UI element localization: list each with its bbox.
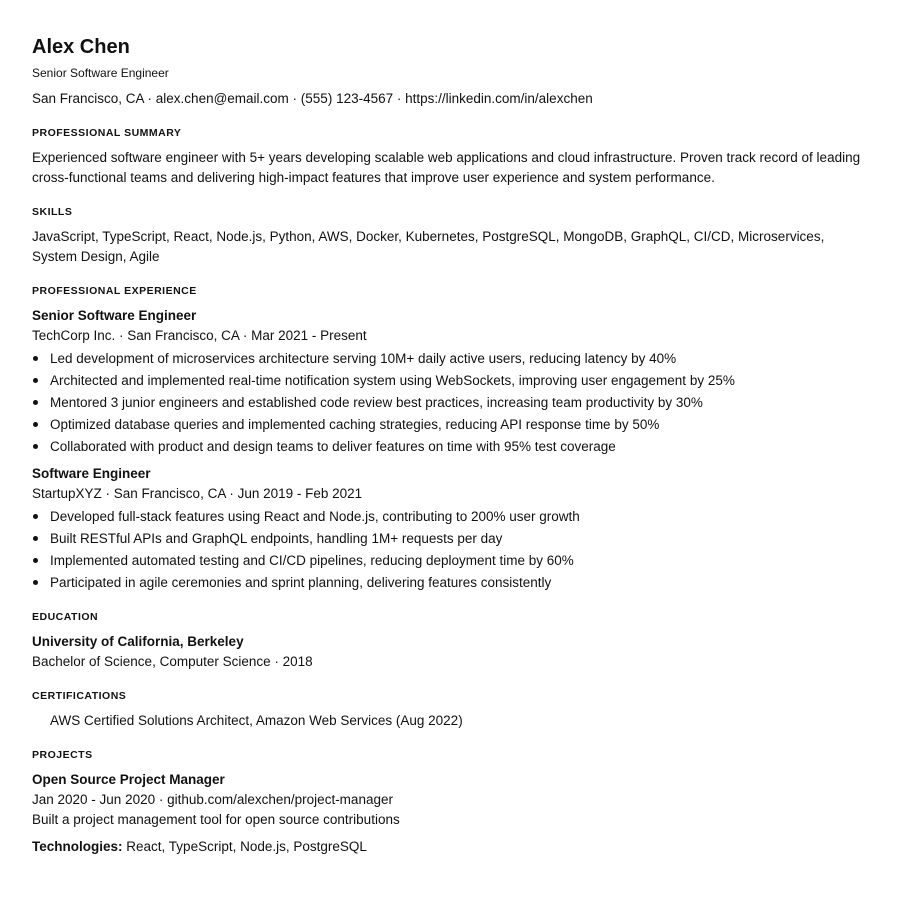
job-bullet bbox=[32, 551, 872, 570]
section-heading: CERTIFICATIONS bbox=[32, 690, 127, 702]
section-heading: PROFESSIONAL SUMMARY bbox=[32, 127, 182, 139]
section-heading: PROJECTS bbox=[32, 749, 93, 761]
job-bullet bbox=[32, 507, 872, 526]
project-name: Open Source Project Manager bbox=[32, 772, 225, 787]
bullet-dot-icon bbox=[33, 400, 38, 405]
project-description: Built a project management tool for open source contributions bbox=[32, 812, 400, 827]
projects-section bbox=[32, 748, 872, 856]
job-bullet-text: Built RESTful APIs and GraphQL endpoints, handling 1M+ requests per day bbox=[50, 531, 503, 546]
job-meta: StartupXYZ · San Francisco, CA · Jun 2019 - Feb 2021 bbox=[32, 486, 363, 501]
bullet-dot-icon bbox=[33, 422, 38, 427]
job-bullet bbox=[32, 437, 872, 456]
job-bullet-text: Architected and implemented real-time notification system using WebSockets, improving user engagement by 25% bbox=[50, 373, 735, 388]
job-title: Senior Software Engineer bbox=[32, 308, 197, 323]
certification-item: AWS Certified Solutions Architect, Amazon Web Services (Aug 2022) bbox=[50, 713, 463, 728]
education-school: University of California, Berkeley bbox=[32, 634, 244, 649]
education-section bbox=[32, 610, 872, 671]
job-bullet bbox=[32, 415, 872, 434]
section-heading: SKILLS bbox=[32, 206, 73, 218]
project-meta: Jan 2020 - Jun 2020 · github.com/alexchen/project-manager bbox=[32, 792, 393, 807]
bullet-dot-icon bbox=[33, 536, 38, 541]
skills-text: JavaScript, TypeScript, React, Node.js, Python, AWS, Docker, Kubernetes, PostgreSQL, MongoDB, GraphQL, CI/CD, Microservices, System Design, Agile bbox=[32, 229, 825, 264]
experience-section bbox=[32, 284, 872, 592]
job-bullet-text: Developed full-stack features using React and Node.js, contributing to 200% user growth bbox=[50, 509, 580, 524]
summary-text: Experienced software engineer with 5+ years developing scalable web applications and cloud infrastructure. Proven track record of leading cross-functional teams and delivering high-impact features that improve user experience and system performance. bbox=[32, 150, 861, 185]
contact-line: San Francisco, CA · alex.chen@email.com · (555) 123-4567 · https://linkedin.com/in/alexchen bbox=[32, 91, 593, 106]
education-degree: Bachelor of Science, Computer Science · 2018 bbox=[32, 654, 313, 669]
job-bullet-text: Optimized database queries and implemented caching strategies, reducing API response time by 50% bbox=[50, 417, 660, 432]
job-bullet bbox=[32, 529, 872, 548]
bullet-dot-icon bbox=[33, 580, 38, 585]
technologies-label: Technologies: bbox=[32, 839, 123, 854]
candidate-title: Senior Software Engineer bbox=[32, 66, 169, 80]
job-entry bbox=[32, 464, 872, 592]
job-bullet-list bbox=[32, 349, 872, 456]
job-bullet-list bbox=[32, 507, 872, 592]
job-bullet bbox=[32, 349, 872, 368]
bullet-dot-icon bbox=[33, 356, 38, 361]
job-bullet bbox=[32, 573, 872, 592]
job-bullet-text: Led development of microservices architecture serving 10M+ daily active users, reducing latency by 40% bbox=[50, 351, 677, 366]
job-bullet-text: Collaborated with product and design teams to deliver features on time with 95% test coverage bbox=[50, 439, 616, 454]
skills-section bbox=[32, 205, 872, 266]
job-bullet bbox=[32, 393, 872, 412]
bullet-dot-icon bbox=[33, 558, 38, 563]
job-bullet-text: Participated in agile ceremonies and sprint planning, delivering features consistently bbox=[50, 575, 552, 590]
summary-section bbox=[32, 126, 872, 187]
bullet-dot-icon bbox=[33, 378, 38, 383]
section-heading: EDUCATION bbox=[32, 611, 99, 623]
technologies-list: React, TypeScript, Node.js, PostgreSQL bbox=[126, 839, 367, 854]
section-heading: PROFESSIONAL EXPERIENCE bbox=[32, 285, 197, 297]
project-technologies bbox=[32, 837, 872, 856]
candidate-name: Alex Chen bbox=[32, 36, 130, 58]
job-bullet-text: Mentored 3 junior engineers and established code review best practices, increasing team productivity by 30% bbox=[50, 395, 703, 410]
job-meta: TechCorp Inc. · San Francisco, CA · Mar 2021 - Present bbox=[32, 328, 367, 343]
job-entry bbox=[32, 306, 872, 456]
job-title: Software Engineer bbox=[32, 466, 151, 481]
bullet-dot-icon bbox=[33, 514, 38, 519]
resume-document bbox=[32, 34, 872, 856]
job-bullet-text: Implemented automated testing and CI/CD pipelines, reducing deployment time by 60% bbox=[50, 553, 574, 568]
bullet-dot-icon bbox=[33, 444, 38, 449]
certifications-section bbox=[32, 689, 872, 730]
job-bullet bbox=[32, 371, 872, 390]
